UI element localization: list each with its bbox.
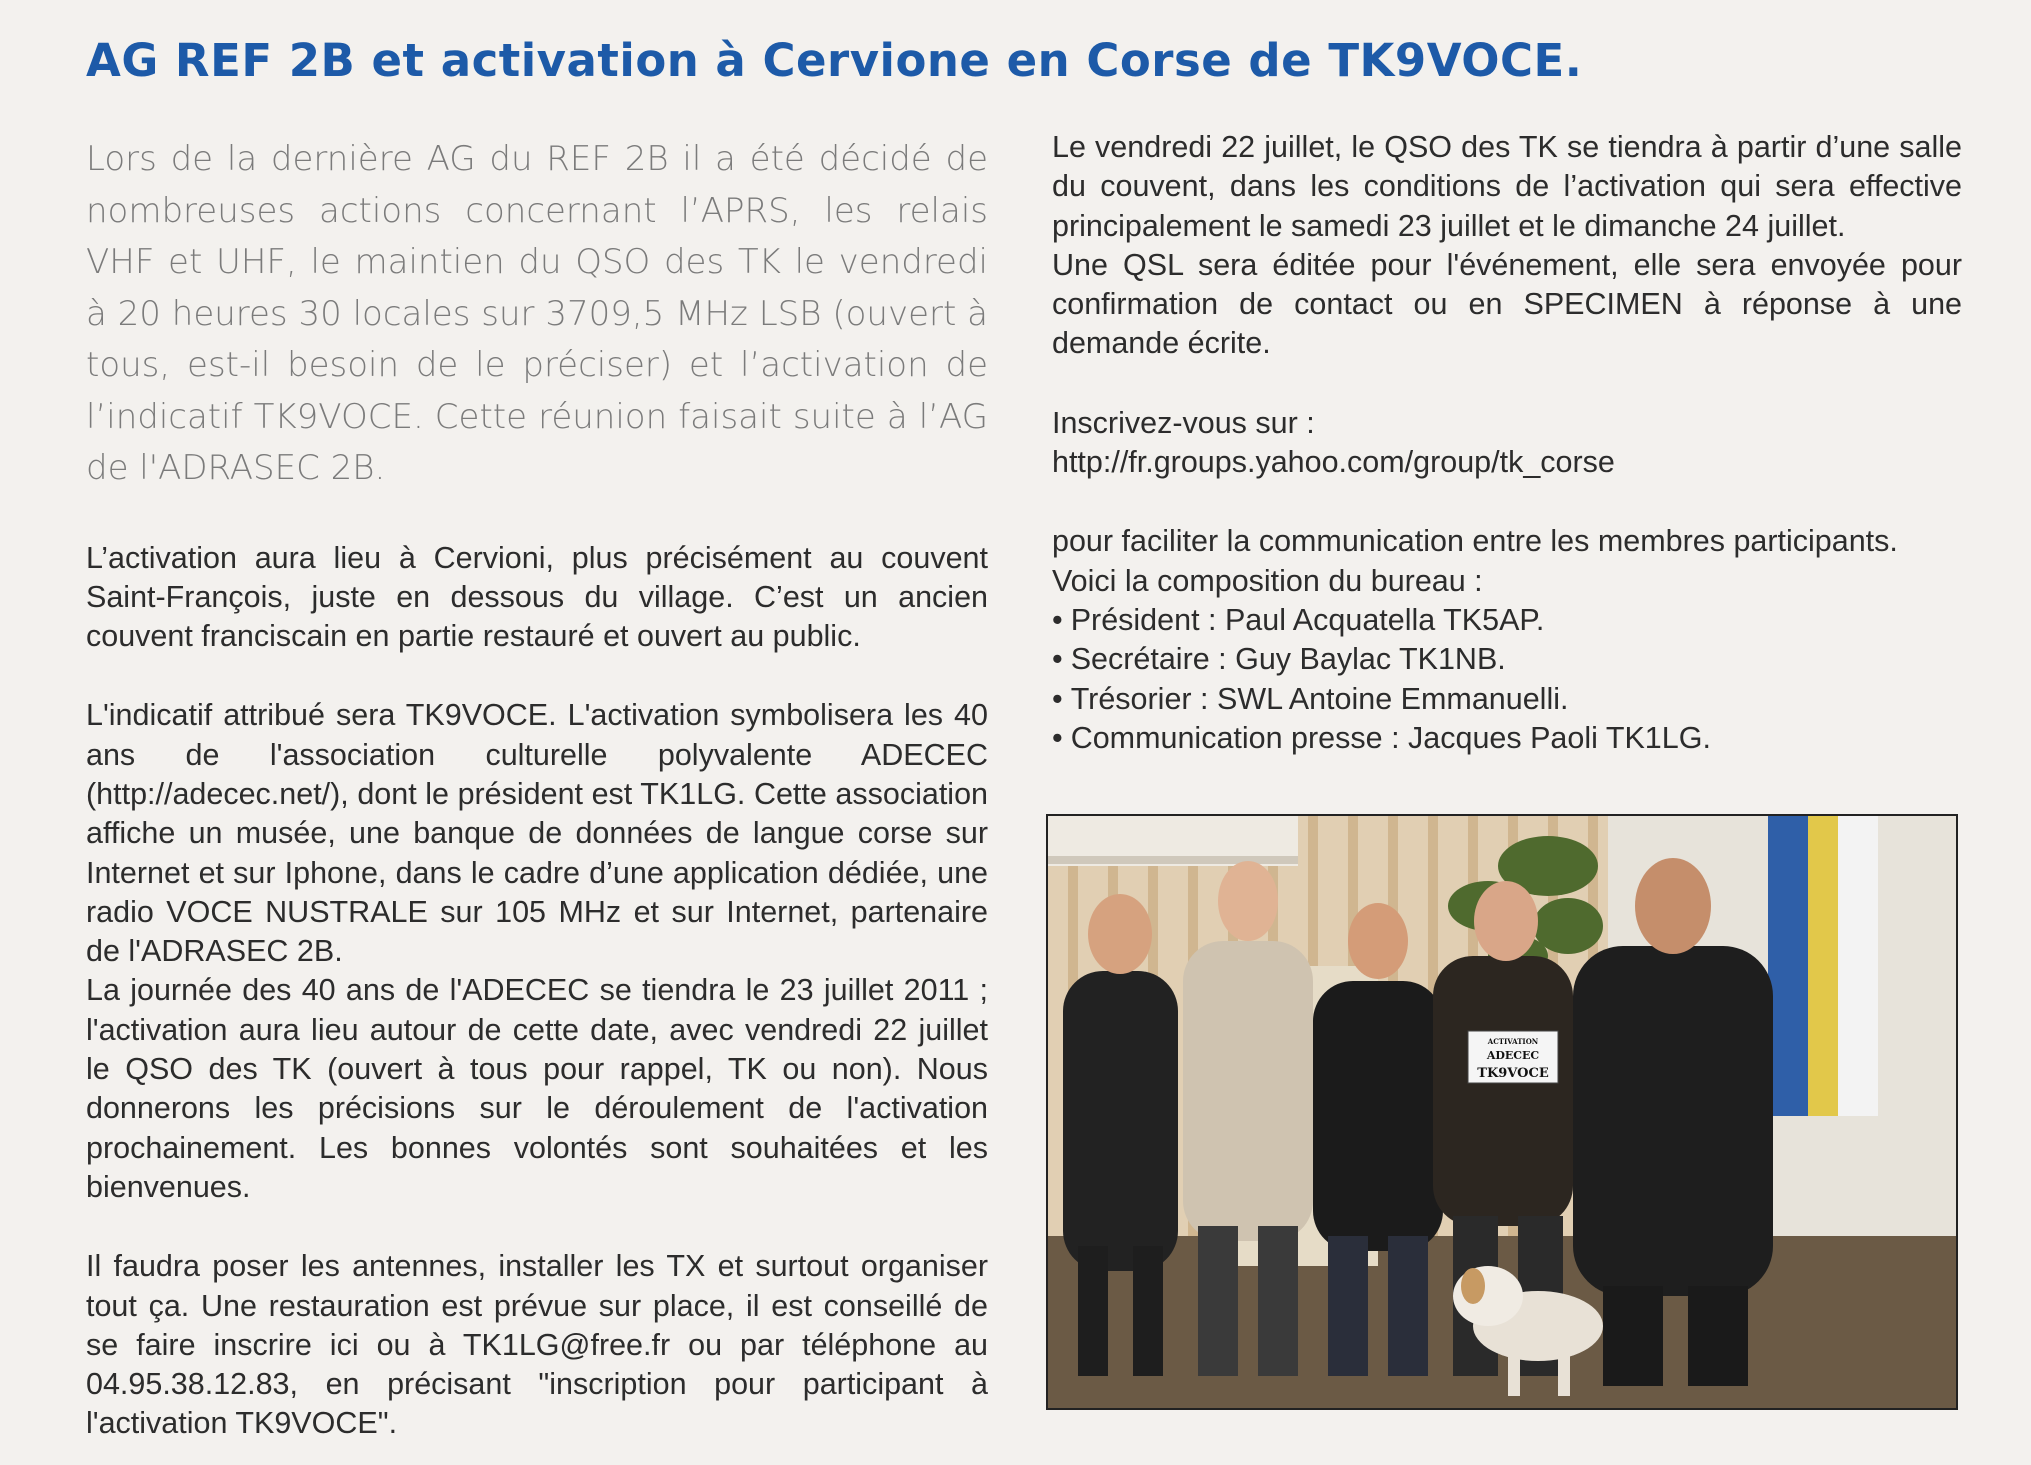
intro-paragraph: Lors de la dernière AG du REF 2B il a été décidé de nombreuses actions concernant l’APRS, les relais VHF et UHF, le maintien du QSO des TK le vendredi à 20 heures 30 locales sur 3709,5 MHz LSB (ouvert à tous, est-il besoin de le préciser) et l’activation de l’indicatif TK9VOCE. Cette réunion faisait suite à l’AG de l'ADRASEC 2B. bbox=[86, 139, 988, 488]
bureau-intro: Voici la composition du bureau : bbox=[1052, 563, 1483, 598]
sign-line-2: ADECEC bbox=[1486, 1049, 1540, 1062]
activation-sign bbox=[1468, 1031, 1558, 1083]
right-column bbox=[1052, 128, 1962, 758]
bureau-list bbox=[1052, 601, 1962, 758]
bureau-member: • Secrétaire : Guy Baylac TK1NB. bbox=[1052, 642, 1506, 677]
paragraph-anniversary: La journée des 40 ans de l'ADECEC se tiendra le 23 juillet 2011 ; l'activation aura lieu autour de cette date, avec vendredi 22 juillet le QSO des TK (ouvert à tous pour rappel, TK ou non). Nous donnerons les précisions sur le déroulement de l'activation prochainement. Les bonnes volontés sont souhaitées et les bienvenues. bbox=[86, 973, 988, 1204]
bullet-icon: • bbox=[1052, 642, 1063, 677]
group-photo bbox=[1046, 814, 1958, 1410]
paragraph-location: L’activation aura lieu à Cervioni, plus précisément au couvent Saint-François, juste en dessous du village. C’est un ancien couvent franciscain en partie restauré et ouvert au public. bbox=[86, 540, 988, 654]
paragraph-registration: Il faudra poser les antennes, installer les TX et surtout organiser tout ça. Une restauration est prévue sur place, il est conseillé de se faire inscrire ici ou à TK1LG@free.fr ou par téléphone au 04.95.38.12.83, en précisant "inscription pour participant à l'activation TK9VOCE". bbox=[86, 1249, 988, 1441]
group-photo-illustration bbox=[1048, 816, 1956, 1408]
bullet-icon: • bbox=[1052, 681, 1063, 716]
paragraph-qso-friday: Le vendredi 22 juillet, le QSO des TK se tiendra à partir d’une salle du couvent, dans les conditions de l’activation qui sera effective principalement le samedi 23 juillet et le dimanche 24 juillet. bbox=[1052, 130, 1962, 243]
sign-line-3: TK9VOCE bbox=[1477, 1066, 1549, 1081]
bureau-member: • Président : Paul Acquatella TK5AP. bbox=[1052, 602, 1545, 637]
bureau-member: • Trésorier : SWL Antoine Emmanuelli. bbox=[1052, 681, 1569, 716]
bureau-member: • Communication presse : Jacques Paoli TK1LG. bbox=[1052, 720, 1711, 755]
bullet-icon: • bbox=[1052, 720, 1063, 755]
paragraph-callsign: L'indicatif attribué sera TK9VOCE. L'activation symbolisera les 40 ans de l'association culturelle polyvalente ADECEC (http://adecec.net/), dont le président est TK1LG. Cette association affiche un musée, une banque de données de langue corse sur Internet et sur Iphone, dans le cadre d’une application dédiée, une radio VOCE NUSTRALE sur 105 MHz et sur Internet, partenaire de l'ADRASEC 2B. bbox=[86, 698, 988, 969]
left-column bbox=[86, 134, 988, 1444]
article-title: AG REF 2B et activation à Cervione en Corse de TK9VOCE. bbox=[86, 34, 1583, 87]
group-url: http://fr.groups.yahoo.com/group/tk_corse bbox=[1052, 445, 1615, 480]
paragraph-qsl: Une QSL sera éditée pour l'événement, elle sera envoyée pour confirmation de contact ou en SPECIMEN à réponse à une demande écrite. bbox=[1052, 247, 1962, 361]
sign-line-1: ACTIVATION bbox=[1487, 1037, 1539, 1046]
signup-label: Inscrivez-vous sur : bbox=[1052, 405, 1315, 440]
paragraph-communication: pour faciliter la communication entre les membres participants. bbox=[1052, 524, 1898, 559]
bullet-icon: • bbox=[1052, 602, 1063, 637]
